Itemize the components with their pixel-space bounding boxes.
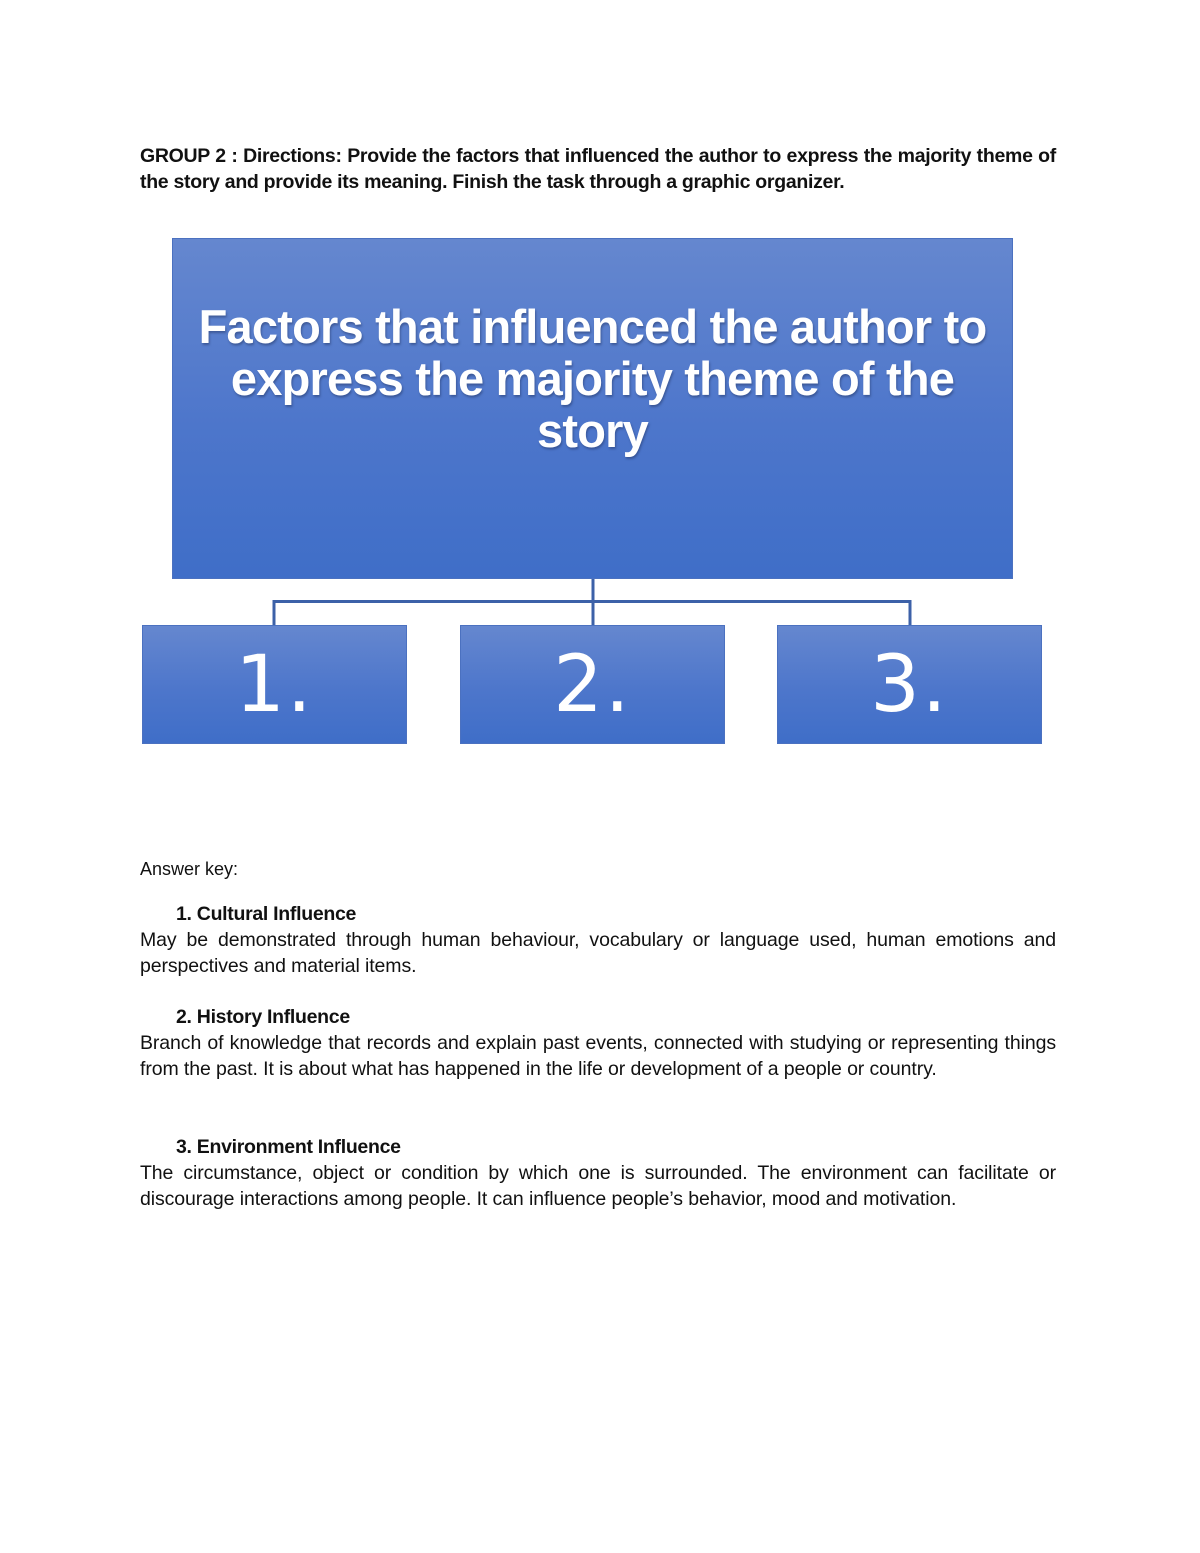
organizer-box-3-label: 3. bbox=[870, 639, 949, 730]
organizer-main-title: Factors that influenced the author to express the majority theme of the story bbox=[198, 299, 987, 457]
organizer-box-2-label: 2. bbox=[553, 639, 632, 730]
answer-item-history bbox=[140, 1004, 1056, 1082]
answer-item-heading: 2. History Influence bbox=[176, 1006, 350, 1028]
organizer-box-1 bbox=[142, 625, 407, 744]
organizer-box-1-label: 1. bbox=[235, 639, 314, 730]
answer-item-environment bbox=[140, 1134, 1056, 1212]
answer-item-body: The circumstance, object or condition by which one is surrounded. The environment can facilitate or discourage interactions among people. It can influence people’s behavior, mood and motivation. bbox=[140, 1162, 1056, 1210]
answer-item-body: Branch of knowledge that records and explain past events, connected with studying or representing things from the past. It is about what has happened in the life or development of a people or country. bbox=[140, 1032, 1056, 1080]
organizer-box-2 bbox=[460, 625, 725, 744]
organizer-main-box bbox=[172, 238, 1013, 579]
answer-item-heading: 3. Environment Influence bbox=[176, 1136, 401, 1158]
answer-item-heading: 1. Cultural Influence bbox=[176, 903, 357, 925]
answer-key-label: Answer key: bbox=[140, 859, 239, 879]
answer-item-body: May be demonstrated through human behaviour, vocabulary or language used, human emotions and perspectives and material items. bbox=[140, 929, 1056, 977]
organizer-box-3 bbox=[777, 625, 1042, 744]
answer-item-cultural bbox=[140, 901, 1056, 979]
directions-paragraph: GROUP 2 : Directions: Provide the factors that influenced the author to express the majority theme of the story and provide its meaning. Finish the task through a graphic organizer. bbox=[140, 145, 1056, 193]
